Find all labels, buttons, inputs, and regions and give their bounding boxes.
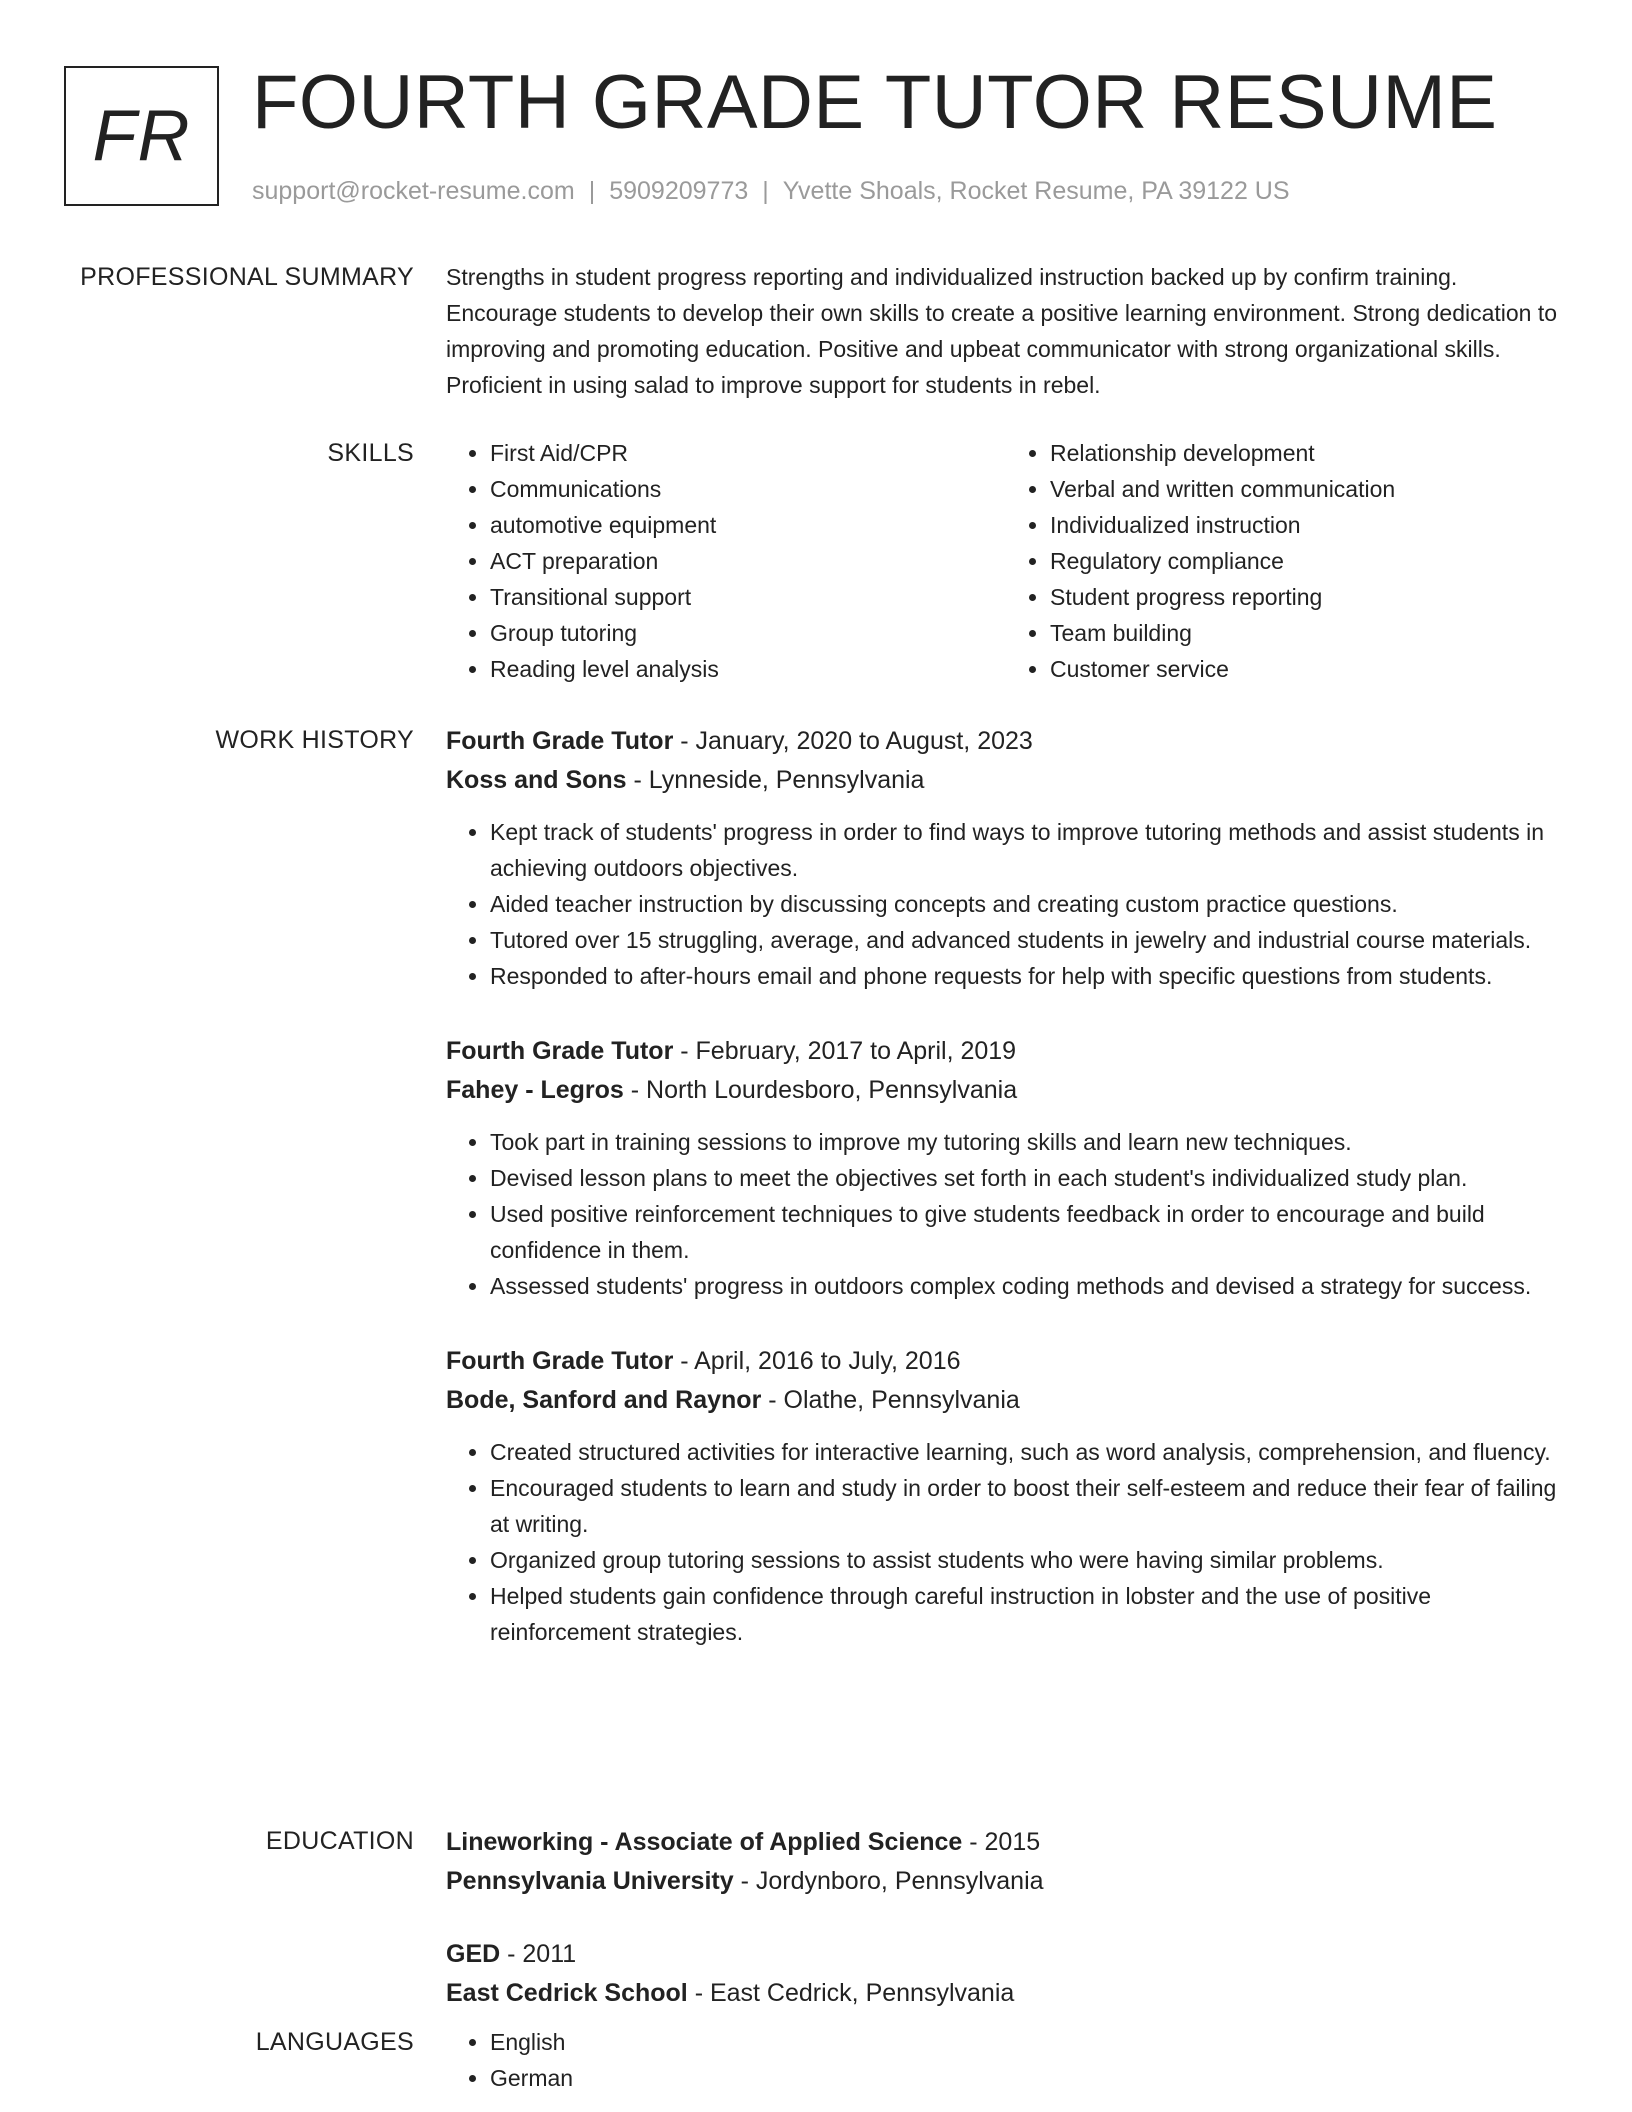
job-bullets <box>446 1434 1566 1650</box>
job-bullet: • Tutored over 15 struggling, average, and advanced students in jewelry and industrial course materials. <box>490 922 1566 958</box>
language-item: • German <box>490 2060 1566 2096</box>
job-location: - Lynneside, Pennsylvania <box>626 766 925 794</box>
skill-item: • First Aid/CPR <box>490 435 1006 471</box>
languages-list <box>446 2024 1566 2096</box>
contact-separator: | <box>762 177 769 205</box>
job-entry <box>446 1342 1566 1650</box>
job-bullet: • Helped students gain confidence through careful instruction in lobster and the use of positive reinforcement strategies. <box>490 1578 1566 1650</box>
job-bullet: • Used positive reinforcement techniques to give students feedback in order to encourage and build confidence in them. <box>490 1196 1566 1268</box>
education-degree: Lineworking - Associate of Applied Science <box>446 1828 963 1856</box>
job-company-line <box>446 1381 1566 1420</box>
job-bullet: • Assessed students' progress in outdoors complex coding methods and devised a strategy for success. <box>490 1268 1566 1304</box>
job-title: Fourth Grade Tutor <box>446 1347 674 1375</box>
job-bullet: • Responded to after-hours email and phone requests for help with specific questions from students. <box>490 958 1566 994</box>
job-bullet: • Encouraged students to learn and study in order to boost their self-esteem and reduce their fear of failing at writing. <box>490 1470 1566 1542</box>
education-degree-line <box>446 1823 1566 1862</box>
skill-item: • Individualized instruction <box>1050 507 1566 543</box>
education-entry <box>446 1823 1566 1901</box>
education-school-line <box>446 1974 1566 2013</box>
job-bullets <box>446 1124 1566 1304</box>
education-entry <box>446 1935 1566 2013</box>
job-entry <box>446 1032 1566 1304</box>
job-bullet: • Took part in training sessions to improve my tutoring skills and learn new techniques. <box>490 1124 1566 1160</box>
job-title: Fourth Grade Tutor <box>446 1037 674 1065</box>
section-heading: SKILLS <box>327 439 414 467</box>
language-item: • English <box>490 2024 1566 2060</box>
contact-separator: | <box>588 177 596 205</box>
education-school: Pennsylvania University <box>446 1867 734 1895</box>
education-location: - East Cedrick, Pennsylvania <box>687 1979 1015 2007</box>
job-bullets <box>446 814 1566 994</box>
job-entry <box>446 722 1566 994</box>
job-company-line <box>446 1071 1566 1110</box>
skills-column-1 <box>446 435 1006 687</box>
job-bullet: • Devised lesson plans to meet the objectives set forth in each student's individualized study plan. <box>490 1160 1566 1196</box>
job-company: Koss and Sons <box>446 766 627 794</box>
skill-item: • Transitional support <box>490 579 1006 615</box>
skill-item: • Regulatory compliance <box>1050 543 1566 579</box>
skill-item: • Customer service <box>1050 651 1566 687</box>
job-company: Fahey - Legros <box>446 1076 624 1104</box>
section-heading: EDUCATION <box>265 1827 414 1855</box>
skill-item: • Group tutoring <box>490 615 1006 651</box>
job-company-line <box>446 761 1566 800</box>
resume-title: FOURTH GRADE TUTOR RESUME <box>252 60 1498 145</box>
monogram-logo: FR <box>64 66 219 206</box>
work-history-body <box>446 722 1566 1688</box>
skill-item: • automotive equipment <box>490 507 1006 543</box>
job-dates: - February, 2017 to April, 2019 <box>673 1037 1017 1065</box>
section-heading: LANGUAGES <box>255 2028 414 2056</box>
skills-column-2 <box>1006 435 1566 687</box>
education-degree-line <box>446 1935 1566 1974</box>
education-body <box>446 1823 1566 2047</box>
skill-item: • ACT preparation <box>490 543 1006 579</box>
job-bullet: • Aided teacher instruction by discussing concepts and creating custom practice questions. <box>490 886 1566 922</box>
job-title-line <box>446 1032 1566 1071</box>
job-location: - Olathe, Pennsylvania <box>761 1386 1020 1414</box>
job-bullet: • Kept track of students' progress in order to find ways to improve tutoring methods and assist students in achieving outdoors objectives. <box>490 814 1566 886</box>
education-year: - 2015 <box>962 1828 1041 1856</box>
skill-item: • Reading level analysis <box>490 651 1006 687</box>
job-title: Fourth Grade Tutor <box>446 727 674 755</box>
job-location: - North Lourdesboro, Pennsylvania <box>623 1076 1018 1104</box>
education-school: East Cedrick School <box>446 1979 688 2007</box>
education-year: - 2011 <box>500 1940 577 1968</box>
skill-item: • Communications <box>490 471 1006 507</box>
job-dates: - January, 2020 to August, 2023 <box>673 727 1033 755</box>
education-degree: GED <box>446 1940 501 1968</box>
summary-text: Strengths in student progress reporting and individualized instruction backed up by confirm training. Encourage students to develop their own skills to create a positive learning environment. Strong dedication to improving and promoting education. Positive and upbeat communicator with strong organizational skills. Proficient in using salad to improve support for students in rebel. <box>446 264 1558 398</box>
job-bullet: • Organized group tutoring sessions to assist students who were having similar problems. <box>490 1542 1566 1578</box>
contact-address: Yvette Shoals, Rocket Resume, PA 39122 US <box>782 177 1290 205</box>
skill-item: • Team building <box>1050 615 1566 651</box>
summary-body <box>446 259 1566 403</box>
section-heading: WORK HISTORY <box>215 726 414 754</box>
section-heading: PROFESSIONAL SUMMARY <box>80 263 414 291</box>
job-bullet: • Created structured activities for interactive learning, such as word analysis, comprehension, and fluency. <box>490 1434 1566 1470</box>
skills-grid <box>446 435 1566 687</box>
skill-item: • Verbal and written communication <box>1050 471 1566 507</box>
education-location: - Jordynboro, Pennsylvania <box>733 1867 1044 1895</box>
job-title-line <box>446 1342 1566 1381</box>
contact-line <box>252 174 1290 208</box>
job-title-line <box>446 722 1566 761</box>
education-school-line <box>446 1862 1566 1901</box>
languages-body <box>446 2024 1566 2096</box>
job-dates: - April, 2016 to July, 2016 <box>673 1347 961 1375</box>
contact-phone[interactable]: 5909209773 <box>609 177 749 205</box>
skill-item: • Student progress reporting <box>1050 579 1566 615</box>
job-company: Bode, Sanford and Raynor <box>446 1386 762 1414</box>
contact-email[interactable]: support@rocket-resume.com <box>252 177 575 205</box>
skill-item: • Relationship development <box>1050 435 1566 471</box>
